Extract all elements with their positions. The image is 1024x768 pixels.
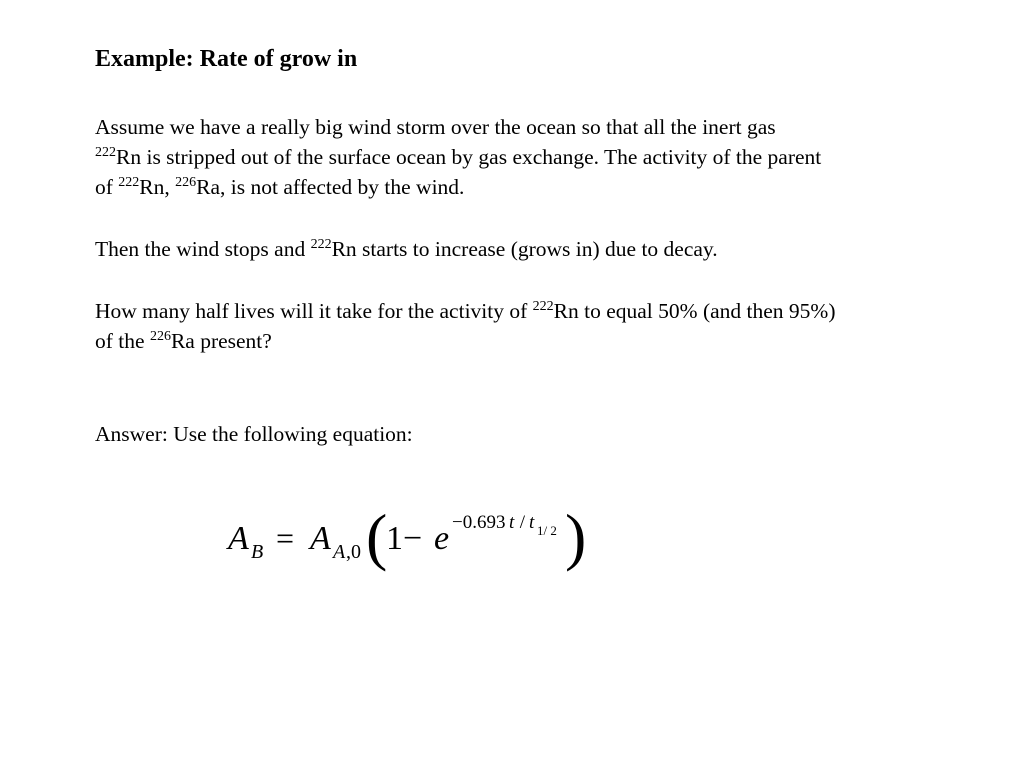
paragraph-wind-stops (95, 234, 718, 264)
eq-exp-half: 1/ 2 (537, 523, 557, 538)
eq-one-minus: 1− (386, 520, 423, 557)
isotope-mass-rn: 222 (95, 145, 116, 160)
eq-rhs-var: A (310, 520, 331, 557)
eq-base-e: e (434, 520, 450, 557)
isotope-mass-rn: 222 (118, 175, 140, 190)
grow-in-equation (222, 498, 602, 582)
paragraph-wind-stops-prefix: Then the wind stops and (95, 237, 311, 261)
paragraph-question (95, 296, 835, 356)
eq-exp-t: t (509, 512, 515, 533)
paragraph-wind-stops-suffix: Rn starts to increase (grows in) due to decay. (331, 237, 718, 261)
slide-title: Example: Rate of grow in (95, 46, 358, 72)
eq-lhs-var: A (228, 520, 249, 557)
eq-rhs-sub-var: A (333, 541, 346, 563)
paragraph-storm-line-3-suffix: Ra, is not affected by the wind. (196, 175, 465, 199)
paragraph-question-line-2 (95, 326, 835, 356)
eq-exp-slash: / (515, 512, 530, 533)
paragraph-storm-line-2-text: Rn is stripped out of the surface ocean by gas exchange. The activity of the parent (116, 145, 822, 169)
paragraph-question-line-2-prefix: of the (95, 329, 150, 353)
answer-text: Answer: Use the following equation: (95, 422, 413, 446)
isotope-mass-rn: 222 (532, 299, 554, 314)
eq-exp-t2: t (529, 512, 535, 533)
paragraph-question-line-1-suffix: Rn to equal 50% (and then 95%) (553, 299, 836, 323)
paragraph-storm-line-3 (95, 172, 821, 202)
eq-lhs-sub: B (251, 541, 264, 563)
paragraph-storm-line-3-mid: Rn, (139, 175, 176, 199)
isotope-mass-ra: 226 (175, 175, 197, 190)
eq-open-paren: ( (366, 501, 388, 572)
eq-close-paren: ) (565, 501, 587, 572)
isotope-mass-rn: 222 (310, 237, 332, 252)
paragraph-question-line-1-prefix: How many half lives will it take for the activity of (95, 299, 533, 323)
eq-rhs-sub-rest: ,0 (346, 541, 361, 563)
eq-equals: = (276, 520, 295, 556)
isotope-mass-ra: 226 (149, 329, 171, 344)
eq-exp-coeff: −0.693 (452, 512, 506, 533)
paragraph-storm (95, 112, 821, 202)
paragraph-storm-line-1: Assume we have a really big wind storm over the ocean so that all the inert gas (95, 115, 776, 139)
equation-svg (222, 498, 602, 582)
paragraph-storm-line-2 (95, 142, 821, 172)
paragraph-question-line-1 (95, 296, 835, 326)
paragraph-question-line-2-suffix: Ra present? (170, 329, 272, 353)
paragraph-storm-line-3-prefix: of (95, 175, 119, 199)
